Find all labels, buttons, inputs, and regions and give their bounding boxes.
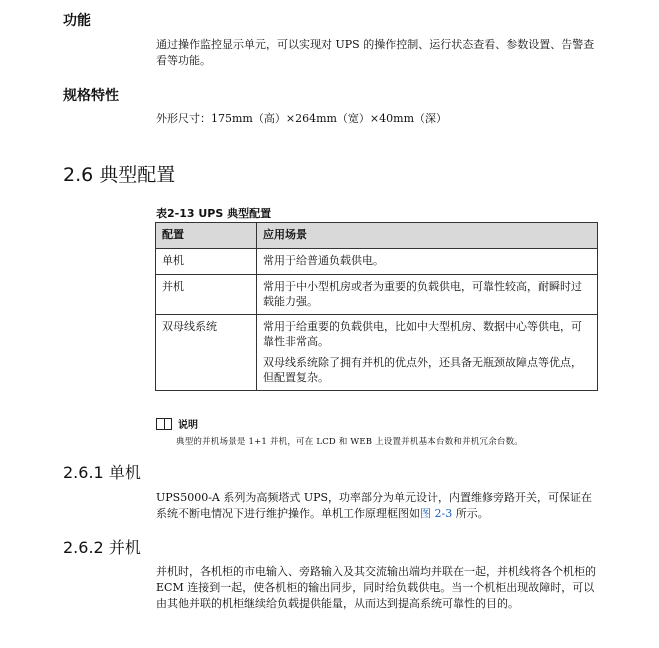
scenario-text: 常用于给重要的负载供电，比如中大型机房、数据中心等供电，可靠性非常高。 [263, 320, 582, 348]
book-icon [156, 418, 172, 430]
paragraph-text: 所示。 [452, 507, 489, 520]
cell-config: 单机 [156, 249, 257, 275]
note-header [156, 416, 198, 431]
scenario-text: 常用于给普通负载供电。 [263, 254, 384, 267]
table-row [156, 275, 598, 315]
section-2-6-2-title [63, 535, 141, 558]
section-name: 典型配置 [99, 164, 176, 186]
note-text: 典型的并机场景是 1+1 并机，可在 LCD 和 WEB 上设置并机基本台数和并机冗余台数。 [176, 437, 524, 447]
cell-config: 双母线系统 [156, 315, 257, 391]
col-header-config: 配置 [156, 223, 257, 249]
cell-scenario [257, 249, 598, 275]
parallel-paragraph: 并机时，各机柜的市电输入、旁路输入及其交流输出端均并联在一起，并机线将各个机柜的 ECM 连接到一起，使各机柜的输出同步，同时给负载供电。当一个机柜出现故障时，可以由其他并联的机柜继续给负载提供能量，从而达到提高系统可靠性的目的。 [156, 565, 596, 610]
note-label: 说明 [178, 420, 198, 431]
section-number: 2.6 [63, 164, 94, 186]
col-header-scenario: 应用场景 [257, 223, 598, 249]
scenario-text: 常用于中小型机房或者为重要的负载供电，可靠性较高，耐瞬时过载能力强。 [263, 280, 582, 308]
section-2-6-title [63, 160, 175, 187]
section-number: 2.6.1 [63, 463, 104, 482]
table-caption: 表2-13 UPS 典型配置 [156, 207, 272, 220]
figure-link[interactable]: 图 2-3 [420, 507, 453, 520]
spec-paragraph: 外形尺寸：175mm（高）×264mm（宽）×40mm（深） [156, 112, 448, 125]
heading-function: 功能 [63, 13, 91, 29]
scenario-text: 双母线系统除了拥有并机的优点外，还具备无瓶颈故障点等优点，但配置复杂。 [263, 356, 582, 384]
section-name: 单机 [108, 463, 141, 482]
section-2-6-1-title [63, 460, 141, 483]
table-row [156, 315, 598, 391]
paragraph-text: UPS5000-A 系列为高频塔式 UPS，功率部分为单元设计，内置维修旁路开关，可保证在系统不断电情况下进行维护操作。单机工作原理框图如 [156, 491, 593, 520]
cell-scenario [257, 315, 598, 391]
cell-scenario [257, 275, 598, 315]
section-number: 2.6.2 [63, 538, 104, 557]
heading-specifications: 规格特性 [63, 88, 119, 104]
section-name: 并机 [108, 538, 141, 557]
config-table [155, 222, 598, 391]
function-paragraph: 通过操作监控显示单元，可以实现对 UPS 的操作控制、运行状态查看、参数设置、告警查看等功能。 [156, 38, 595, 67]
cell-config: 并机 [156, 275, 257, 315]
single-unit-paragraph [156, 490, 596, 522]
table-row [156, 249, 598, 275]
table-header-row [156, 223, 598, 249]
